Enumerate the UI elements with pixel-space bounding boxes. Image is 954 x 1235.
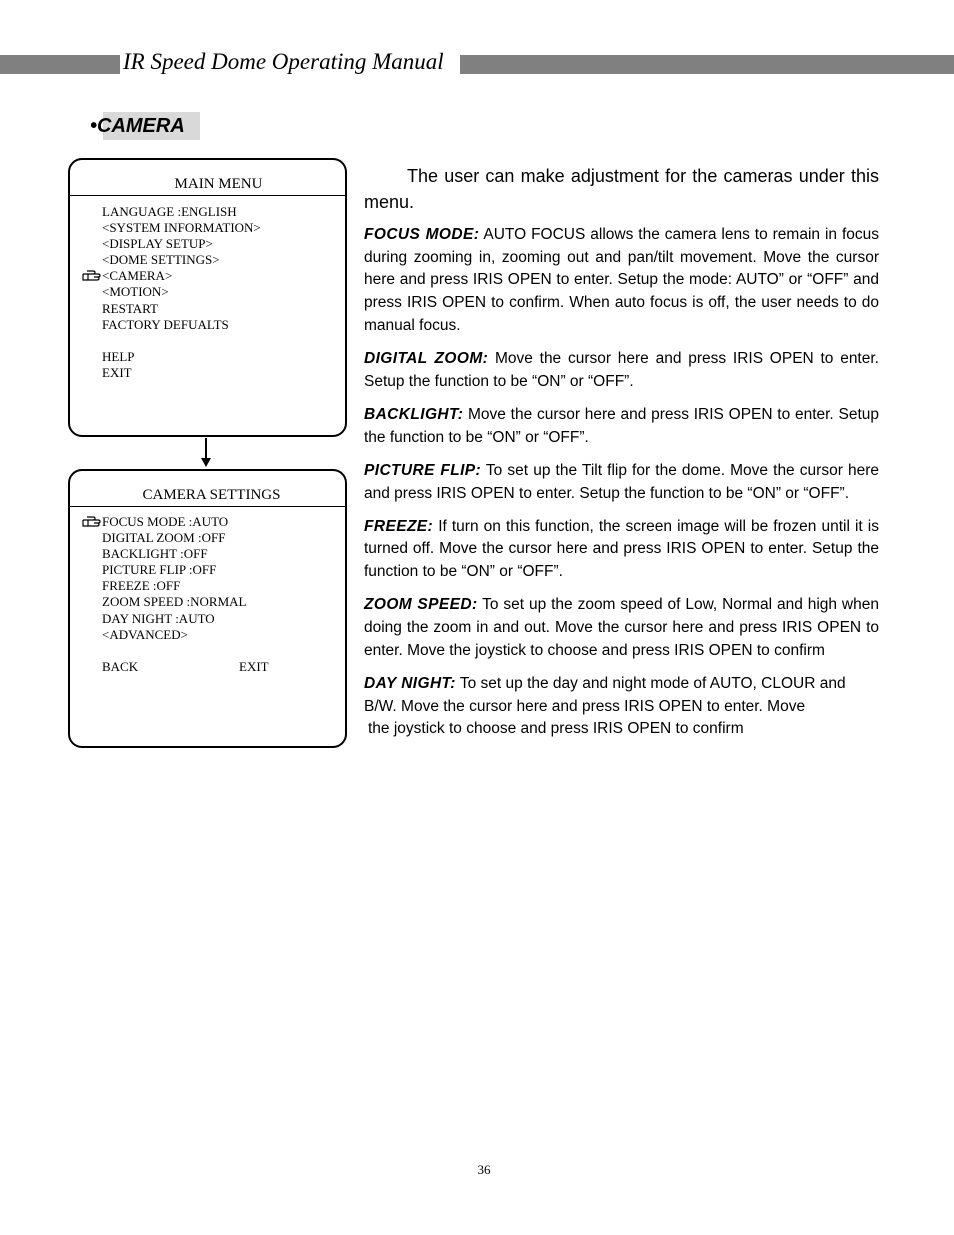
- digital-zoom-text: Move the cursor here and press IRIS OPEN to enter. Setup the function to be “ON” or “OFF”.: [364, 350, 879, 390]
- flow-arrow-shaft: [205, 438, 207, 460]
- focus-mode-paragraph: [364, 224, 879, 338]
- camera-item-backlight: BACKLIGHT :OFF: [102, 546, 208, 562]
- camera-item-advanced: <ADVANCED>: [102, 626, 188, 642]
- main-menu-item-motion: <MOTION>: [102, 284, 169, 300]
- camera-settings-bottom-row: [102, 658, 269, 675]
- camera-item-back: BACK: [102, 658, 139, 674]
- page-number: 36: [477, 1162, 491, 1177]
- camera-item-digital-zoom: DIGITAL ZOOM :OFF: [102, 530, 226, 546]
- header-bar-left: [0, 55, 120, 74]
- manual-title: IR Speed Dome Operating Manual: [123, 49, 444, 74]
- main-menu-title: MAIN MENU: [174, 176, 263, 192]
- digital-zoom-paragraph: [364, 348, 879, 393]
- section-title: •CAMERA: [90, 115, 185, 137]
- main-menu-item-camera: <CAMERA>: [102, 268, 173, 284]
- day-night-paragraph: [364, 673, 879, 741]
- camera-item-freeze: FREEZE :OFF: [102, 578, 181, 594]
- main-menu-screen: [68, 158, 347, 437]
- zoom-speed-text: To set up the zoom speed of Low, Normal and high when doing the zoom in and out. Move the cursor here and press IRIS OPEN to enter. Move the joystick to choose and press IRIS OPEN to confirm: [364, 596, 879, 659]
- camera-settings-screen: [68, 469, 347, 748]
- arrow-down-icon: [201, 458, 211, 467]
- day-night-text-last-line: the joystick to choose and press IRIS OPEN to confirm: [368, 720, 744, 738]
- picture-flip-paragraph: [364, 460, 879, 505]
- main-menu-item-factory-defaults: FACTORY DEFUALTS: [102, 316, 229, 332]
- intro-paragraph: The user can make adjustment for the cameras under this menu.: [364, 166, 879, 212]
- picture-flip-text: To set up the Tilt flip for the dome. Move the cursor here and press IRIS OPEN to enter. Setup the function to be “ON” or “OFF”.: [364, 461, 879, 502]
- zoom-speed-term: ZOOM SPEED:: [364, 596, 478, 614]
- main-menu-item-language: LANGUAGE :ENGLISH: [102, 204, 237, 219]
- main-menu-item-restart: RESTART: [102, 300, 158, 316]
- camera-item-zoom-speed: ZOOM SPEED :NORMAL: [102, 594, 247, 610]
- camera-item-exit: EXIT: [239, 658, 269, 674]
- freeze-paragraph: [364, 516, 879, 584]
- freeze-term: FREEZE:: [364, 517, 434, 535]
- description-column: [364, 163, 879, 752]
- main-menu-item-dome-settings: <DOME SETTINGS>: [102, 252, 220, 268]
- focus-mode-term: FOCUS MODE:: [364, 226, 480, 243]
- pointing-hand-icon: [82, 514, 102, 528]
- backlight-term: BACKLIGHT:: [364, 405, 464, 423]
- camera-settings-items: [102, 514, 269, 675]
- camera-item-focus-mode: FOCUS MODE :AUTO: [102, 514, 229, 529]
- focus-mode-text: AUTO FOCUS allows the camera lens to remain in focus during zooming in, zooming out and pan/tilt movement. Move the cursor here and press IRIS OPEN to enter. Setup the mode: AUTO” or “OFF” and press IRIS OPEN to confirm. When auto focus is off, the user needs to do manual focus.: [364, 226, 880, 334]
- camera-settings-header: [70, 471, 345, 507]
- backlight-text: Move the cursor here and press IRIS OPEN to enter. Setup the function to be “ON” or “OFF”.: [364, 405, 879, 446]
- camera-item-day-night: DAY NIGHT :AUTO: [102, 610, 215, 626]
- main-menu-item-help: HELP: [102, 348, 135, 364]
- day-night-term: DAY NIGHT:: [364, 674, 456, 692]
- main-menu-header: [70, 160, 345, 196]
- main-menu-item-system-information: <SYSTEM INFORMATION>: [102, 220, 261, 236]
- header-bar-right: [460, 55, 954, 74]
- main-menu-item-exit: EXIT: [102, 364, 132, 380]
- digital-zoom-term: DIGITAL ZOOM:: [364, 350, 489, 368]
- camera-settings-title: CAMERA SETTINGS: [142, 487, 281, 503]
- pointing-hand-icon: [82, 268, 102, 282]
- day-night-text: To set up the day and night mode of AUTO, CLOUR and B/W. Move the cursor here and press IRIS OPEN to enter. Move: [364, 674, 846, 715]
- picture-flip-term: PICTURE FLIP:: [364, 461, 482, 479]
- backlight-paragraph: [364, 404, 879, 449]
- zoom-speed-paragraph: [364, 594, 879, 662]
- main-menu-items: [102, 204, 261, 381]
- main-menu-item-display-setup: <DISPLAY SETUP>: [102, 236, 213, 252]
- camera-item-picture-flip: PICTURE FLIP :OFF: [102, 562, 217, 578]
- freeze-text: If turn on this function, the screen image will be frozen until it is turned off. Move the cursor here and press IRIS OPEN to enter. Setup the function to be “ON” or “OFF”.: [364, 517, 879, 581]
